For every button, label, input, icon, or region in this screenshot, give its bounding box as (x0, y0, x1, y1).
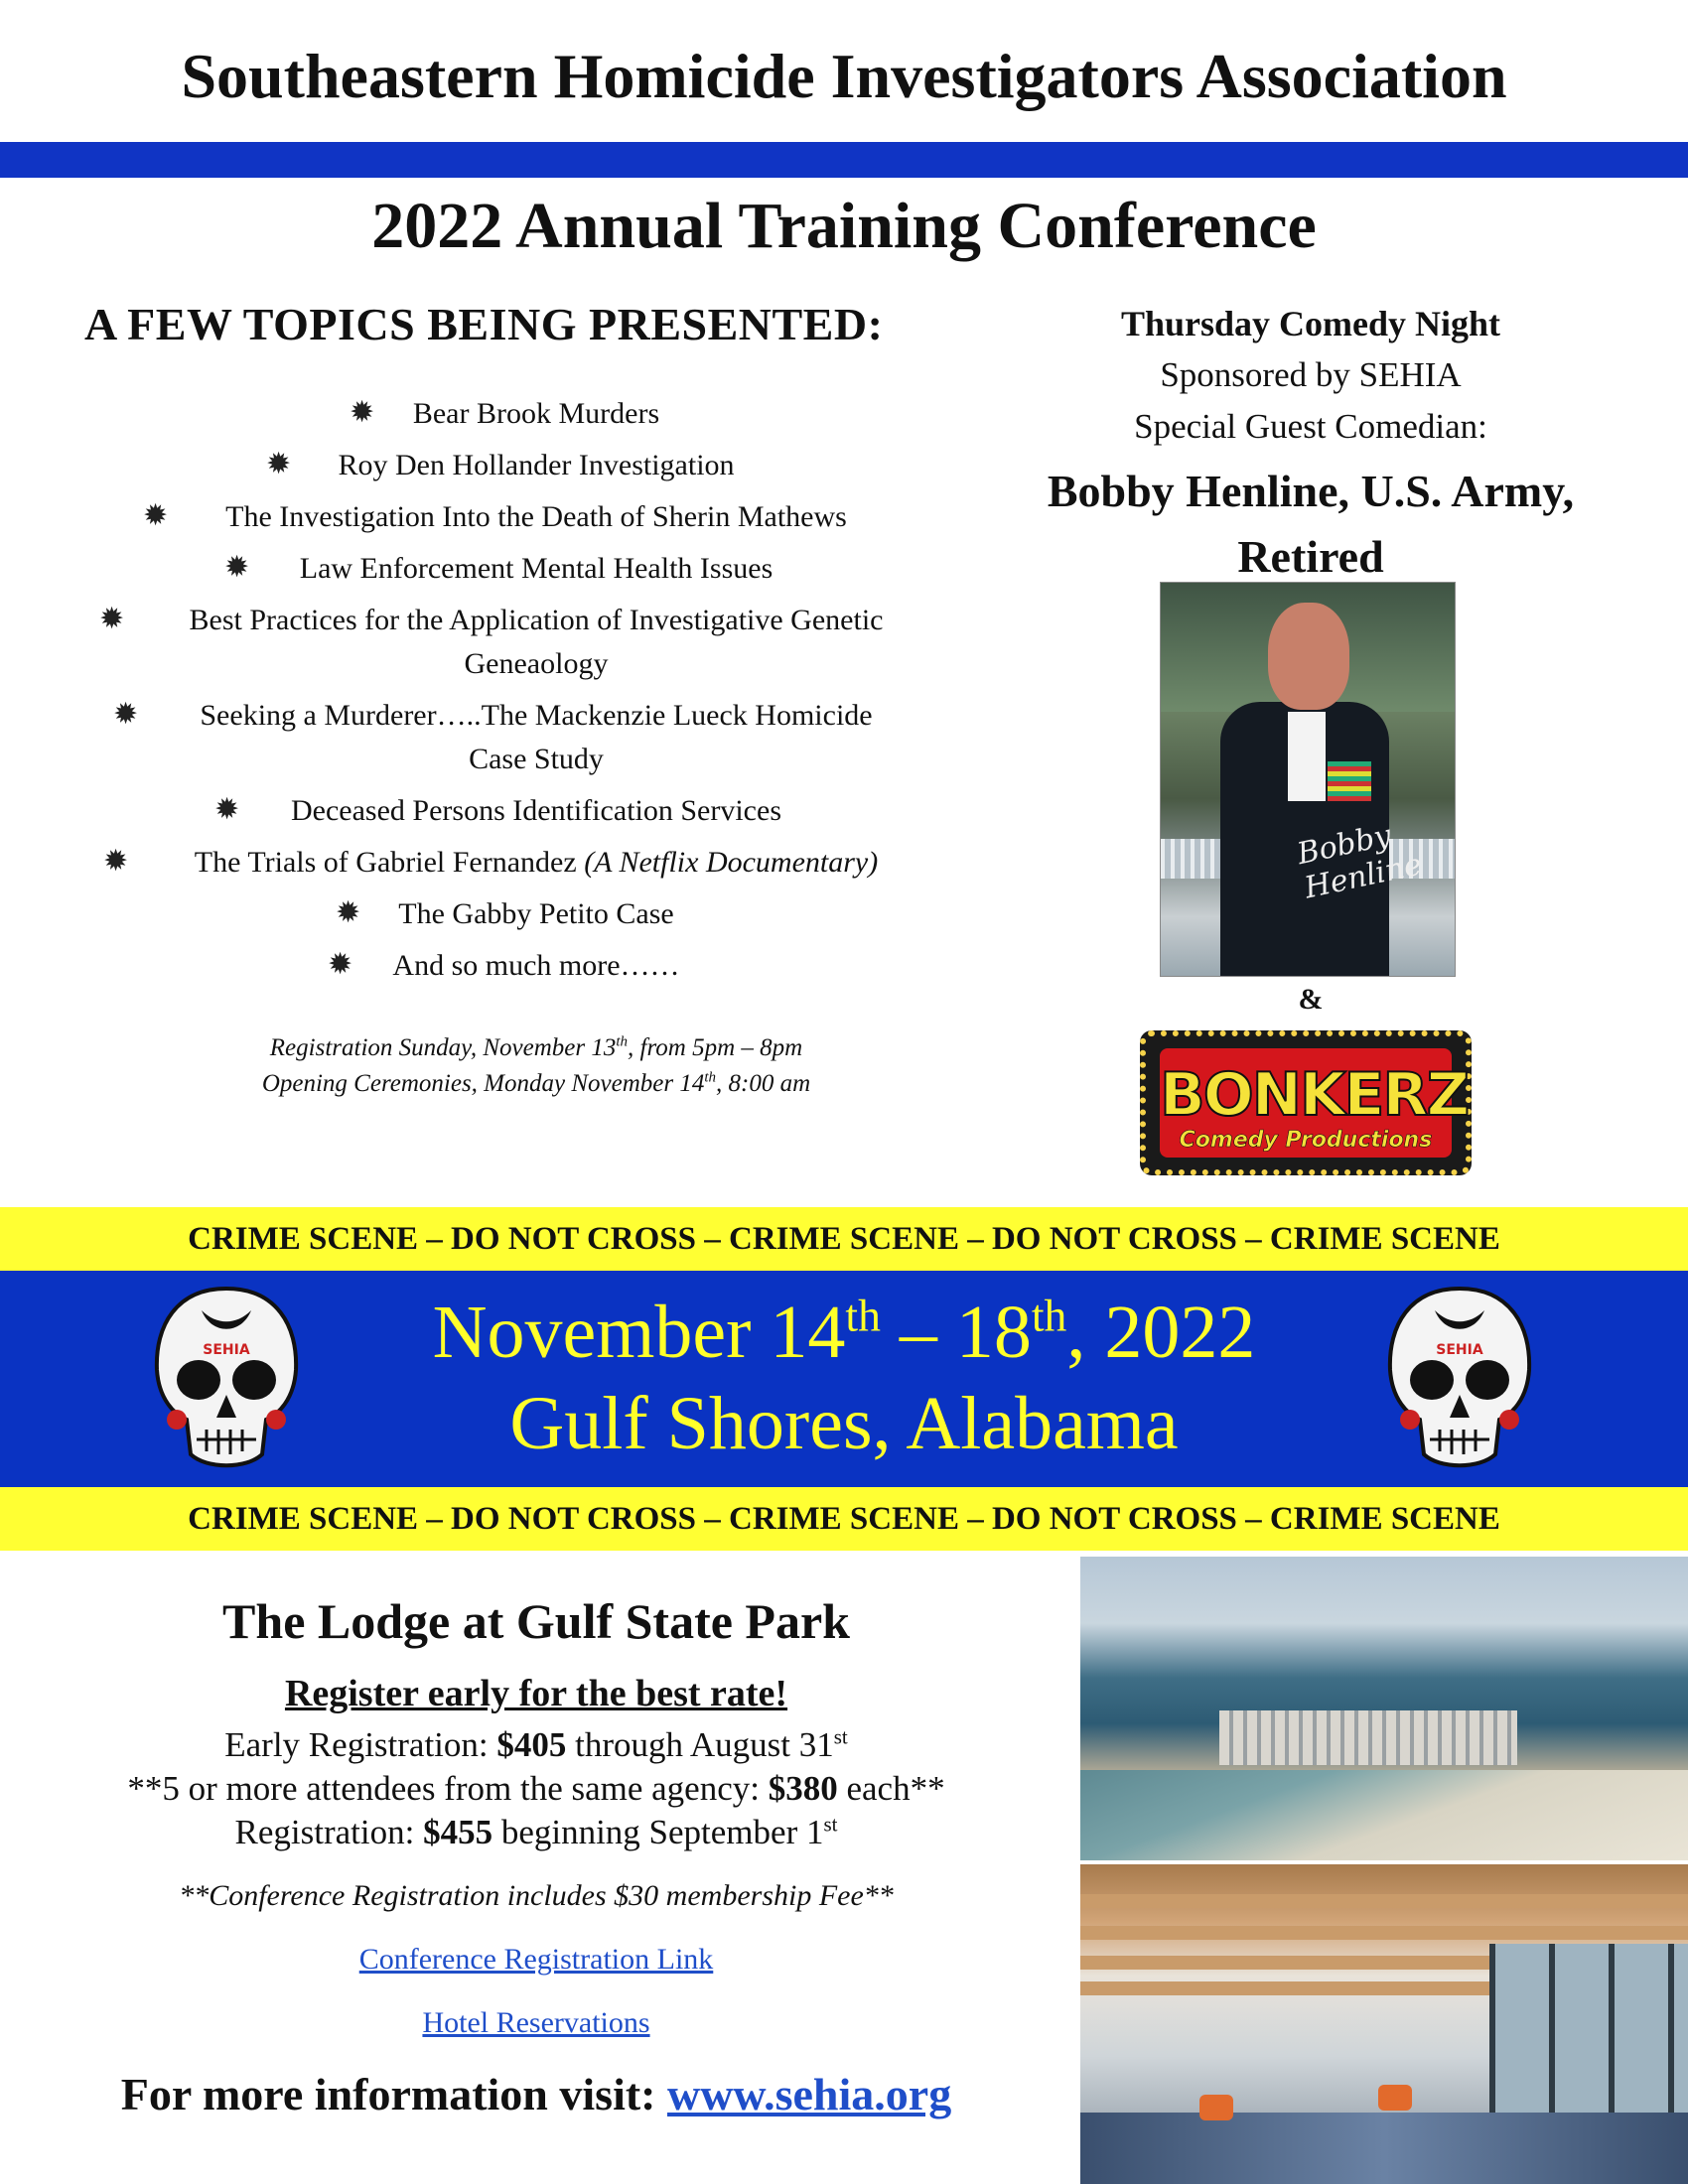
website-link[interactable]: www.sehia.org (666, 2069, 952, 2119)
schedule-note (89, 1030, 983, 1102)
starburst-icon: ✹ (328, 948, 353, 981)
starburst-icon: ✹ (143, 499, 169, 532)
registration-time: Registration Sunday, November 13th, from 5pm – 8pm (269, 1033, 803, 1061)
early-registration-rate: Early Registration: $405 through August 31st (224, 1724, 848, 1764)
topic-item: ✹ Deceased Persons Identification Services (214, 793, 781, 827)
conference-title: 2022 Annual Training Conference (371, 190, 1317, 262)
ampersand: & (1298, 983, 1324, 1016)
starburst-icon: ✹ (224, 551, 250, 584)
crime-scene-tape-bottom: CRIME SCENE – DO NOT CROSS – CRIME SCENE – DO NOT CROSS – CRIME SCENE (0, 1487, 1688, 1551)
starburst-icon: ✹ (103, 845, 129, 878)
starburst-icon: ✹ (266, 448, 292, 480)
topic-item: ✹ The Investigation Into the Death of Sherin Mathews (143, 499, 847, 533)
signature: Bobby Henline (1294, 818, 1425, 906)
standard-rate: Registration: $455 beginning September 1st (234, 1812, 838, 1851)
opening-ceremonies-time: Opening Ceremonies, Monday November 14th, 8:00 am (261, 1069, 811, 1097)
lodge-interior-photo (1080, 1864, 1688, 2184)
organization-title: Southeastern Homicide Investigators Association (181, 41, 1507, 111)
starburst-icon: ✹ (350, 396, 375, 429)
crime-scene-tape-top: CRIME SCENE – DO NOT CROSS – CRIME SCENE – DO NOT CROSS – CRIME SCENE (0, 1207, 1688, 1271)
group-rate: **5 or more attendees from the same agency: $380 each** (127, 1769, 945, 1808)
topic-item: ✹ And so much more…… (328, 948, 680, 982)
logo-subtitle: Comedy Productions (1179, 1128, 1433, 1153)
starburst-icon: ✹ (336, 896, 361, 929)
starburst-icon: ✹ (113, 698, 139, 731)
skull-label: SEHIA (203, 1342, 250, 1358)
comedian-name: Bobby Henline, U.S. Army, Retired (1047, 466, 1575, 582)
guest-label: Special Guest Comedian: (1134, 407, 1487, 446)
comedian-photo (1160, 582, 1456, 977)
more-info-line: For more information visit: www.sehia.org (120, 2069, 952, 2119)
event-location: Gulf Shores, Alabama (509, 1382, 1179, 1465)
date-range: November 14th – 18th, 2022 (432, 1290, 1256, 1374)
event-dates (0, 1287, 1688, 1469)
sponsor-line: Sponsored by SEHIA (1160, 355, 1462, 394)
early-registration-note: Register early for the best rate! (284, 1673, 788, 1714)
comedy-night-section (993, 298, 1628, 590)
lodge-aerial-photo (1080, 1557, 1688, 1860)
topics-heading: A FEW TOPICS BEING PRESENTED: (84, 299, 884, 349)
hotel-reservations-link[interactable]: Hotel Reservations (422, 2006, 650, 2039)
membership-fee-note: **Conference Registration includes $30 membership Fee** (179, 1879, 894, 1912)
venue-name: The Lodge at Gulf State Park (222, 1593, 850, 1649)
topic-item: ✹ Seeking a Murderer…..The Mackenzie Lueck Homicide Case Study (113, 698, 873, 775)
starburst-icon: ✹ (99, 603, 125, 635)
logo-name: BONKERZ (1160, 1060, 1469, 1130)
topic-item: ✹ Best Practices for the Application of Investigative Genetic Geneaology (99, 603, 884, 680)
topic-item: ✹ Roy Den Hollander Investigation (266, 448, 735, 481)
topic-item: ✹ The Gabby Petito Case (336, 896, 674, 930)
comedy-night-title: Thursday Comedy Night (1120, 304, 1501, 343)
starburst-icon: ✹ (214, 793, 240, 826)
topic-item: ✹ The Trials of Gabriel Fernandez (A Netflix Documentary) (103, 845, 879, 879)
conference-registration-link[interactable]: Conference Registration Link (358, 1943, 714, 1976)
bonkerz-logo (1140, 1030, 1472, 1175)
skull-label: SEHIA (1436, 1342, 1483, 1358)
venue-section (60, 1588, 1013, 2124)
topic-item: ✹ Law Enforcement Mental Health Issues (224, 551, 774, 585)
topic-item: ✹ Bear Brook Murders (350, 396, 660, 430)
blue-divider (0, 142, 1688, 178)
